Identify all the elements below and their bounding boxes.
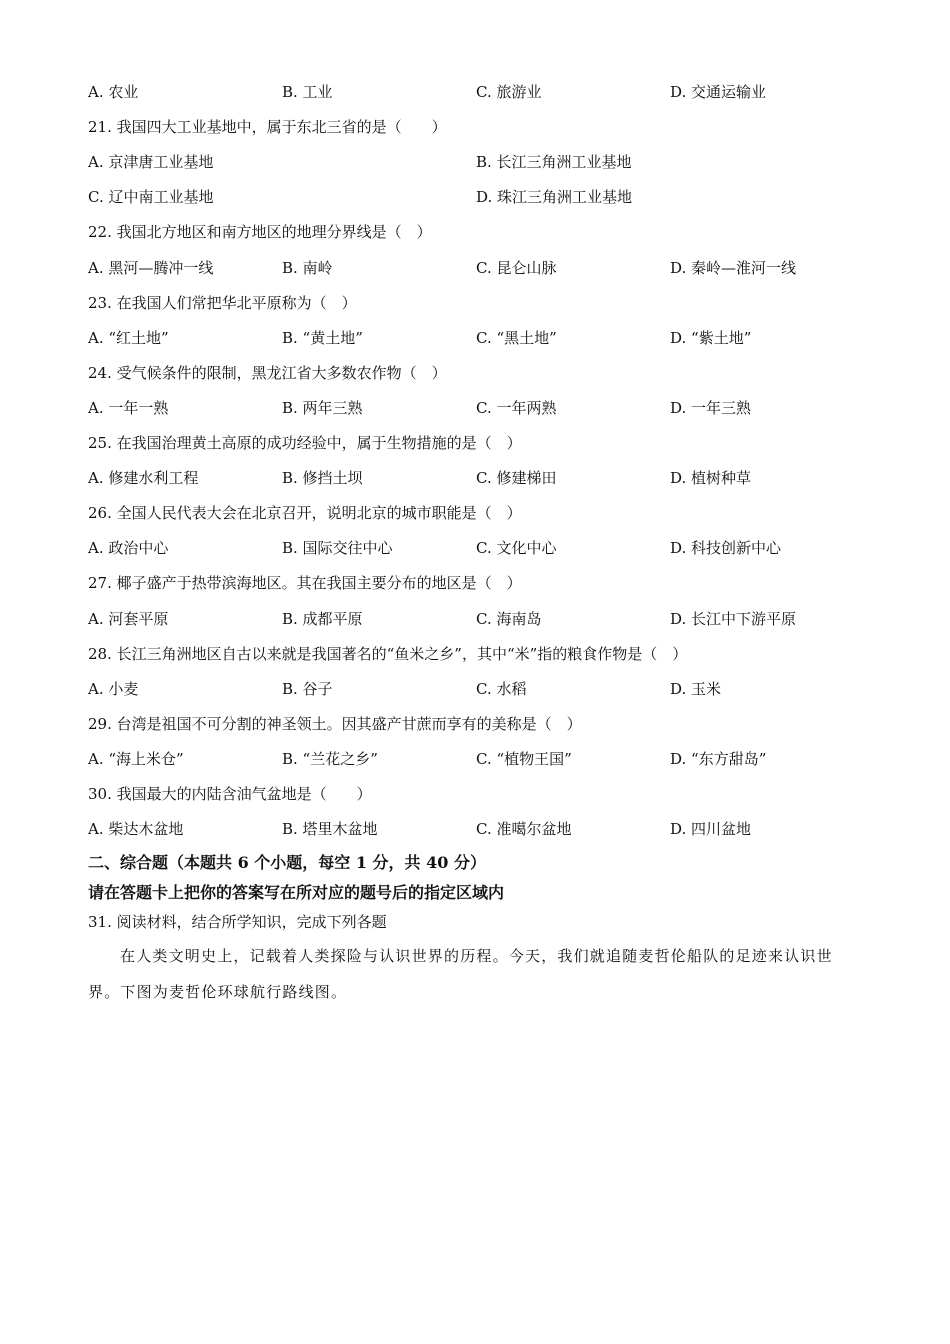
answer-option: B. “兰花之乡” [282, 750, 378, 768]
answer-option: D. “东方甜岛” [670, 750, 767, 768]
section-instruction: 请在答题卡上把你的答案写在所对应的题号后的指定区域内 [88, 883, 505, 902]
answer-option: B. “黄土地” [282, 329, 363, 347]
answer-option: C. 辽中南工业基地 [88, 188, 214, 206]
answer-option: A. 小麦 [88, 680, 139, 698]
answer-option: B. 长江三角洲工业基地 [476, 153, 632, 171]
answer-option: C. 修建梯田 [476, 469, 557, 487]
question-stem: 25. 在我国治理黄土高原的成功经验中，属于生物措施的是（ ） [88, 434, 522, 452]
answer-option: C. 文化中心 [476, 539, 557, 557]
answer-option: B. 国际交往中心 [282, 539, 393, 557]
answer-option: A. 农业 [88, 83, 139, 101]
answer-option: D. 长江中下游平原 [670, 610, 797, 628]
question-stem: 28. 长江三角洲地区自古以来就是我国著名的“鱼米之乡”，其中“米”指的粮食作物是（ ） [88, 645, 688, 663]
answer-option: D. 植树种草 [670, 469, 752, 487]
answer-option: A. 河套平原 [88, 610, 169, 628]
question-stem: 22. 我国北方地区和南方地区的地理分界线是（ ） [88, 223, 432, 241]
answer-option: C. “黑土地” [476, 329, 557, 347]
answer-option: D. 珠江三角洲工业基地 [476, 188, 633, 206]
section-title: 二、综合题（本题共 6 个小题，每空 1 分，共 40 分） [88, 853, 486, 872]
answer-option: B. 成都平原 [282, 610, 363, 628]
answer-option: A. “红土地” [88, 329, 169, 347]
answer-option: A. 京津唐工业基地 [88, 153, 214, 171]
answer-option: A. “海上米仓” [88, 750, 184, 768]
answer-option: C. “植物王国” [476, 750, 572, 768]
answer-option: A. 一年一熟 [88, 399, 169, 417]
question-stem: 23. 在我国人们常把华北平原称为（ ） [88, 294, 357, 312]
answer-option: B. 谷子 [282, 680, 333, 698]
answer-option: A. 黑河—腾冲一线 [88, 259, 214, 277]
answer-option: D. 科技创新中心 [670, 539, 782, 557]
answer-option: D. 四川盆地 [670, 820, 752, 838]
question-stem: 26. 全国人民代表大会在北京召开，说明北京的城市职能是（ ） [88, 504, 522, 522]
answer-option: C. 水稻 [476, 680, 527, 698]
question-stem: 27. 椰子盛产于热带滨海地区。其在我国主要分布的地区是（ ） [88, 574, 522, 592]
answer-option: D. 秦岭—淮河一线 [670, 259, 797, 277]
answer-option: C. 准噶尔盆地 [476, 820, 572, 838]
answer-option: C. 旅游业 [476, 83, 542, 101]
answer-option: D. 玉米 [670, 680, 722, 698]
question-stem: 24. 受气候条件的限制，黑龙江省大多数农作物（ ） [88, 364, 447, 382]
answer-option: A. 柴达木盆地 [88, 820, 184, 838]
answer-option: C. 昆仑山脉 [476, 259, 557, 277]
answer-option: B. 南岭 [282, 259, 333, 277]
answer-option: B. 修挡土坝 [282, 469, 363, 487]
answer-option: D. 一年三熟 [670, 399, 752, 417]
answer-option: D. 交通运输业 [670, 83, 767, 101]
answer-option: B. 两年三熟 [282, 399, 363, 417]
answer-option: C. 海南岛 [476, 610, 542, 628]
answer-option: D. “紫土地” [670, 329, 752, 347]
answer-option: A. 政治中心 [88, 539, 169, 557]
answer-option: A. 修建水利工程 [88, 469, 199, 487]
answer-option: C. 一年两熟 [476, 399, 557, 417]
reading-paragraph: 在人类文明史上，记载着人类探险与认识世界的历程。今天，我们就追随麦哲伦船队的足迹来认识世界。下图为麦哲伦环球航行路线图。 [88, 947, 833, 1001]
question-stem: 29. 台湾是祖国不可分割的神圣领土。因其盛产甘蔗而享有的美称是（ ） [88, 715, 582, 733]
answer-option: B. 塔里木盆地 [282, 820, 378, 838]
question-stem: 30. 我国最大的内陆含油气盆地是（ ） [88, 785, 372, 803]
answer-option: B. 工业 [282, 83, 333, 101]
question-31: 31. 阅读材料，结合所学知识，完成下列各题 [88, 913, 387, 931]
question-stem: 21. 我国四大工业基地中，属于东北三省的是（ ） [88, 118, 447, 136]
